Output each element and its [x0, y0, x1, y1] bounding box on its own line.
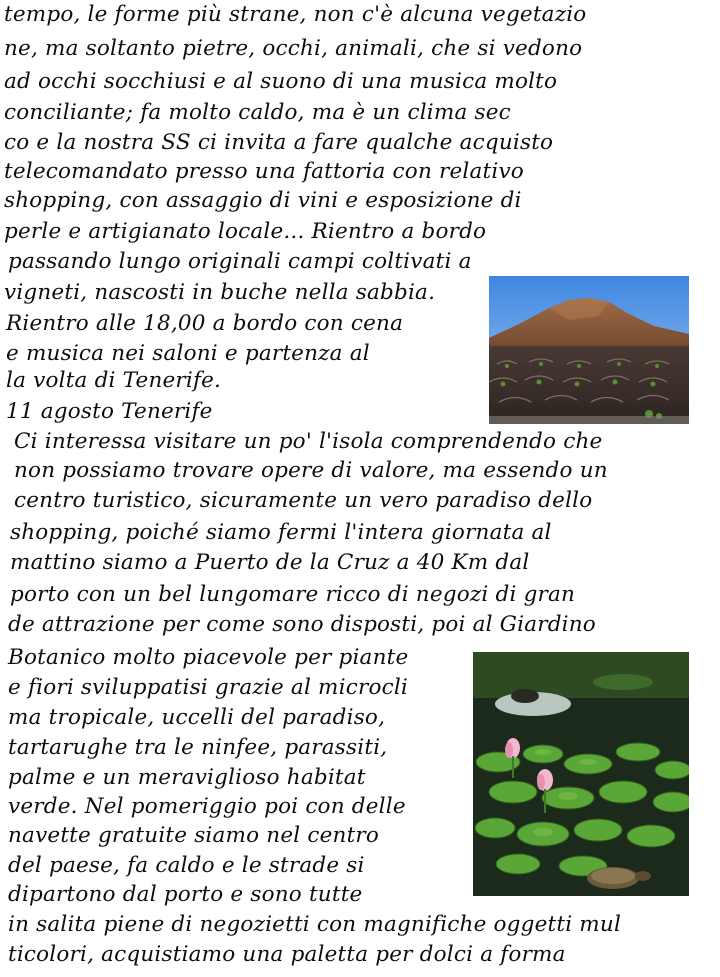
- diary-line: tempo, le forme più strane, non c'è alcuna vegetazio: [4, 2, 587, 27]
- diary-line: porto con un bel lungomare ricco di negozi di gran: [10, 582, 576, 607]
- diary-line: de attrazione per come sono disposti, poi al Giardino: [8, 612, 596, 637]
- diary-line: verde. Nel pomeriggio poi con delle: [8, 794, 406, 819]
- diary-line: shopping, poiché siamo fermi l'intera giornata al: [10, 520, 552, 545]
- water-lily-pond-photo: [473, 652, 689, 896]
- diary-line: la volta di Tenerife.: [6, 368, 222, 393]
- diary-line: e fiori sviluppatisi grazie al microcli: [8, 675, 408, 700]
- diary-line: Ci interessa visitare un po' l'isola comprendendo che: [14, 429, 603, 454]
- diary-line: ticolori, acquistiamo una paletta per dolci a forma: [8, 942, 566, 967]
- diary-line: shopping, con assaggio di vini e esposizione di: [4, 188, 522, 213]
- diary-line: non possiamo trovare opere di valore, ma essendo un: [14, 458, 608, 483]
- diary-line: e musica nei saloni e partenza al: [6, 341, 370, 366]
- diary-line: telecomandato presso una fattoria con relativo: [4, 159, 524, 184]
- diary-line: del paese, fa caldo e le strade si: [8, 853, 365, 878]
- diary-line: vigneti, nascosti in buche nella sabbia.: [4, 280, 436, 305]
- diary-line: ne, ma soltanto pietre, occhi, animali, che si vedono: [4, 36, 583, 61]
- diary-line: perle e artigianato locale... Rientro a bordo: [4, 219, 487, 244]
- volcano-landscape-photo: [489, 276, 689, 424]
- diary-line: ma tropicale, uccelli del paradiso,: [8, 705, 386, 730]
- diary-line: conciliante; fa molto caldo, ma è un clima sec: [4, 100, 511, 125]
- diary-line: mattino siamo a Puerto de la Cruz a 40 Km dal: [10, 550, 530, 575]
- diary-line: Botanico molto piacevole per piante: [8, 645, 409, 670]
- diary-line: Rientro alle 18,00 a bordo con cena: [6, 311, 404, 336]
- diary-line: tartarughe tra le ninfee, parassiti,: [8, 735, 388, 760]
- diary-line: in salita piene di negozietti con magnifiche oggetti mul: [8, 912, 622, 937]
- diary-line: dipartono dal porto e sono tutte: [8, 882, 363, 907]
- diary-line: co e la nostra SS ci invita a fare qualche acquisto: [4, 130, 554, 155]
- diary-line: passando lungo originali campi coltivati a: [8, 249, 472, 274]
- diary-line: ad occhi socchiusi e al suono di una musica molto: [4, 69, 558, 94]
- diary-line: navette gratuite siamo nel centro: [8, 823, 380, 848]
- diary-line: centro turistico, sicuramente un vero paradiso dello: [14, 488, 593, 513]
- diary-date-heading: 11 agosto Tenerife: [6, 399, 213, 424]
- diary-line: palme e un meraviglioso habitat: [8, 765, 366, 790]
